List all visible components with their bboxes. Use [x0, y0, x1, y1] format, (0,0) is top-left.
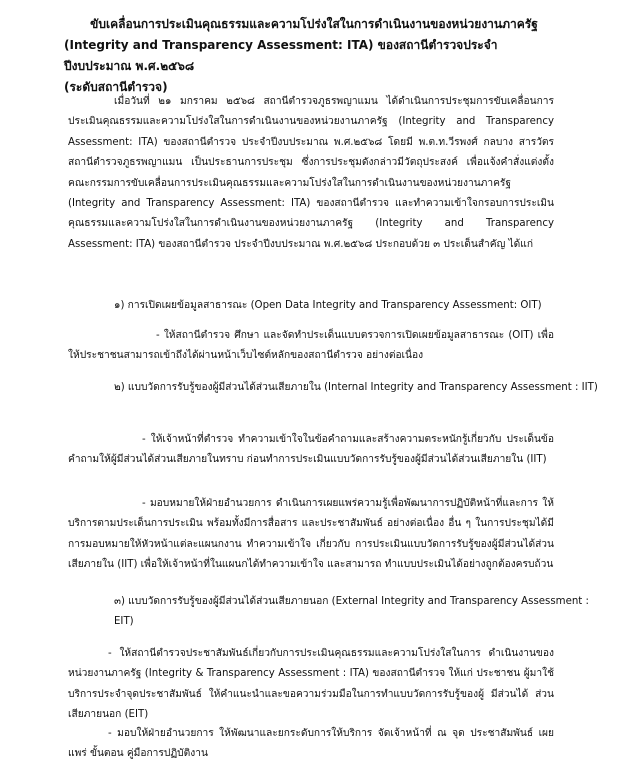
section-3-heading: ๓) แบบวัดการรับรู้ของผู้มีส่วนได้ส่วนเสียภายนอก (External Integrity and Transparency Assessment : EIT): [114, 596, 589, 628]
title-line-2: (Integrity and Transparency Assessment: ITA) ของสถานีตำรวจประจำปีงบประมาณ พ.ศ.๒๕๖๘: [64, 38, 498, 73]
section-2-bullet-2: - มอบหมายให้ฝ่ายอำนวยการ ดำเนินการเผยแพร่ความรู้เพื่อพัฒนาการปฏิบัติหน้าที่และการ ให้บริการตามประเด็นการประเมิน พร้อมทั้งมีการสื่อสาร และประชาสัมพันธ์ อย่างต่อเนื่อง อื่น ๆ ในการประชุมได้มีการมอบหมายให้หัวหน้าแต่ละแผนกงาน ทำความเข้าใจ เกี่ยวกับ การประเมินแบบวัดการรับรู้ของผู้มีส่วนได้ส่วนเสียภายใน (IIT) เพื่อให้เจ้าหน้าที่ในแผนกได้ทำความเข้าใจ และสามารถ ทำแบบประเมินได้อย่างถูกต้องครบถ้วน: [68, 498, 554, 571]
section-1-bullet-1: - ให้สถานีตำรวจ ศึกษา และจัดทำประเด็นแบบตรวจการเปิดเผยข้อมูลสาธารณะ (OIT) เพื่อให้ประชาชนสามารถเข้าถึงได้ผ่านหน้าเว็บไซต์หลักของสถานีตำรวจ อย่างต่อเนื่อง: [68, 330, 554, 362]
section-3-bullet-1: - ให้สถานีตำรวจประชาสัมพันธ์เกี่ยวกับการประเมินคุณธรรมและความโปร่งใสในการ ดำเนินงานของหน่วยงานภาครัฐ (Integrity & Transparency Assessment : ITA) ของสถานีตำรวจ ให้แก่ ประชาชน ผู้มาใช้บริการประจำจุดประชาสัมพันธ์ ให้คำแนะนำและขอความร่วมมือในการทำแบบวัดการรับรู้ของผู้ มีส่วนได้ ส่วน เสียภายนอก (EIT): [68, 648, 554, 721]
title-line-3: (ระดับสถานีตำรวจ): [64, 80, 168, 94]
intro-paragraph: เมื่อวันที่ ๒๑ มกราคม ๒๕๖๘ สถานีตำรวจภูธรพญาแมน ได้ดำเนินการประชุมการขับเคลื่อนการประเมินคุณธรรมและความโปร่งใสในการดำเนินงานของหน่วยงานภาครัฐ (Integrity and Transparency Assessment: ITA) ของสถานีตำรวจ ประจำปีงบประมาณ พ.ศ.๒๕๖๘ โดยมี พ.ต.ท.วีรพงศ์ กลบาง สารวัตรสถานีตำรวจภูธรพญาแมน เป็นประธานการประชุม ซึ่งการประชุมดังกล่าวมีวัตถุประสงค์ เพื่อแจ้งคำสั่งแต่งตั้งคณะกรรมการขับเคลื่อนการประเมินคุณธรรมและความโปร่งใสในการดำเนินงานของหน่วยงานภาครัฐ (Integrity and Transparency Assessment: ITA) ของสถานีตำรวจ และทำความเข้าใจกรอบการประเมินคุณธรรมและความโปร่งใสในการดำเนินงานของหน่วยงานภาครัฐ (Integrity and Transparency Assessment: ITA) ของสถานีตำรวจ ประจำปีงบประมาณ พ.ศ.๒๕๖๘ ประกอบด้วย ๓ ประเด็นสำคัญ ได้แก่: [68, 96, 554, 250]
title-line-1: ขับเคลื่อนการประเมินคุณธรรมและความโปร่งใสในการดำเนินงานของหน่วยงานภาครัฐ: [90, 17, 538, 31]
document-title: [64, 14, 564, 98]
section-2-heading: ๒) แบบวัดการรับรู้ของผู้มีส่วนได้ส่วนเสียภายใน (Internal Integrity and Transparency Assessment : IIT): [114, 382, 598, 393]
section-3-bullet-2: - มอบให้ฝ่ายอำนวยการ ให้พัฒนาและยกระดับการให้บริการ จัดเจ้าหน้าที่ ณ จุด ประชาสัมพันธ์ เผยแพร่ ขั้นตอน คู่มือการปฏิบัติงาน: [68, 728, 554, 760]
section-1-heading: ๑) การเปิดเผยข้อมูลสาธารณะ (Open Data Integrity and Transparency Assessment: OIT): [114, 300, 542, 311]
section-2-bullet-1: - ให้เจ้าหน้าที่ตำรวจ ทำความเข้าใจในข้อคำถามและสร้างความตระหนักรู้เกี่ยวกับ ประเด็นข้อคำถามให้ผู้มีส่วนได้ส่วนเสียภายในทราบ ก่อนทำการประเมินแบบวัดการรับรู้ของผู้มีส่วนได้ส่วนเสียภายใน (IIT): [68, 434, 554, 466]
